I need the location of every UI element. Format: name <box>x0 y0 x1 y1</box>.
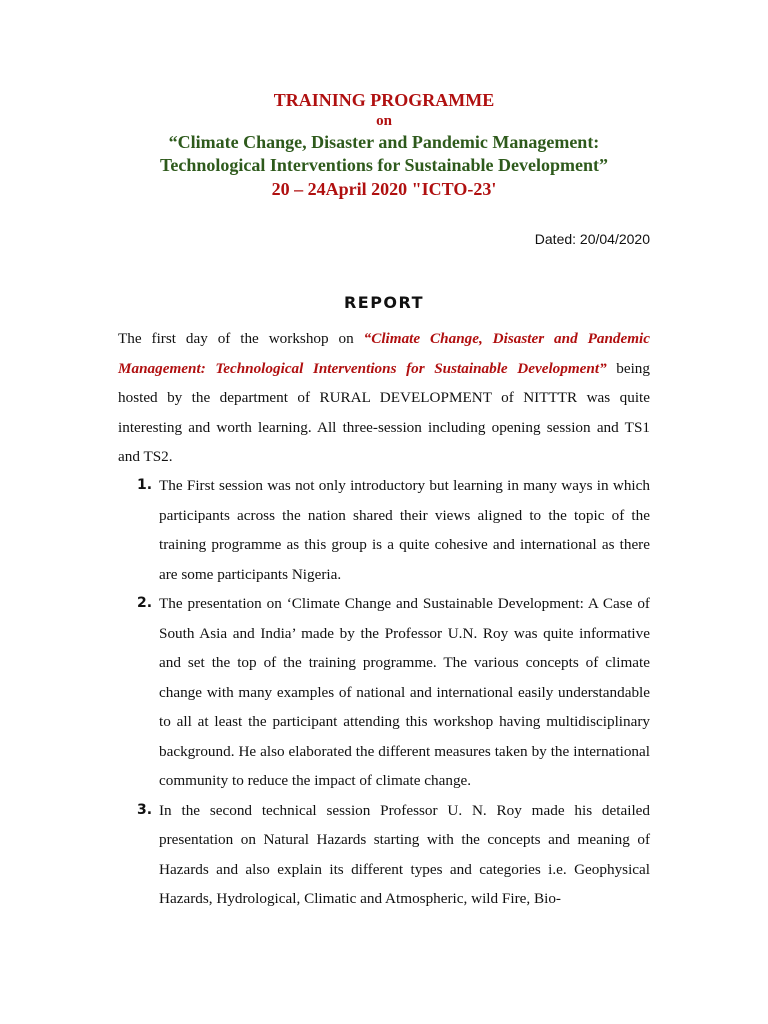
list-item <box>118 471 650 589</box>
list-item-number: 1. <box>137 477 153 493</box>
list-item <box>118 796 650 914</box>
list-item-number: 2. <box>137 595 153 611</box>
programme-subtitle-line-1: “Climate Change, Disaster and Pandemic Management: <box>168 132 600 152</box>
title-connector: on <box>376 113 392 129</box>
intro-paragraph <box>118 324 650 472</box>
list-item-text: The presentation on ‘Climate Change and Sustainable Development: A Case of South Asia and India’ made by the Professor U.N. Roy was quite informative and set the top of the training programme. The various concepts of climate change with many examples of national and international easily understandable to all at least the participant attending this workshop having multidisciplinary background. He also elaborated the different measures taken by the international community to reduce the impact of climate change. <box>159 595 650 789</box>
list-item-text: In the second technical session Professor U. N. Roy made his detailed presentation on Natural Hazards starting with the concepts and meaning of Hazards and also explain its different types and categories i.e. Geophysical Hazards, Hydrological, Climatic and Atmospheric, wild Fire, Bio- <box>159 801 650 907</box>
list-item <box>118 589 650 796</box>
programme-subtitle-line-2: Technological Interventions for Sustainable Development” <box>159 155 608 175</box>
list-item-number: 3. <box>137 801 153 818</box>
intro-rest: being hosted by the department of RURAL DEVELOPMENT of NITTTR was quite interesting and worth learning. All three-session including opening session and TS1 and TS2. <box>118 359 650 465</box>
programme-dates: 20 – 24April 2020 "ICTO-23' <box>271 179 497 199</box>
intro-lead: The first day of the workshop on <box>118 330 364 347</box>
programme-title: TRAINING PROGRAMME <box>273 90 495 110</box>
dated-line: Dated: 20/04/2020 <box>534 231 650 247</box>
report-heading: REPORT <box>343 293 425 312</box>
list-item-text: The First session was not only introductory but learning in many ways in which participants across the nation shared their views aligned to the topic of the training programme as this group is a quite cohesive and international as there are some participants Nigeria. <box>159 477 650 583</box>
workshop-title-emphasis: “Climate Change, Disaster and Pandemic Management: Technological Interventions for Sustainable Development” <box>118 330 650 377</box>
session-list <box>118 471 650 914</box>
